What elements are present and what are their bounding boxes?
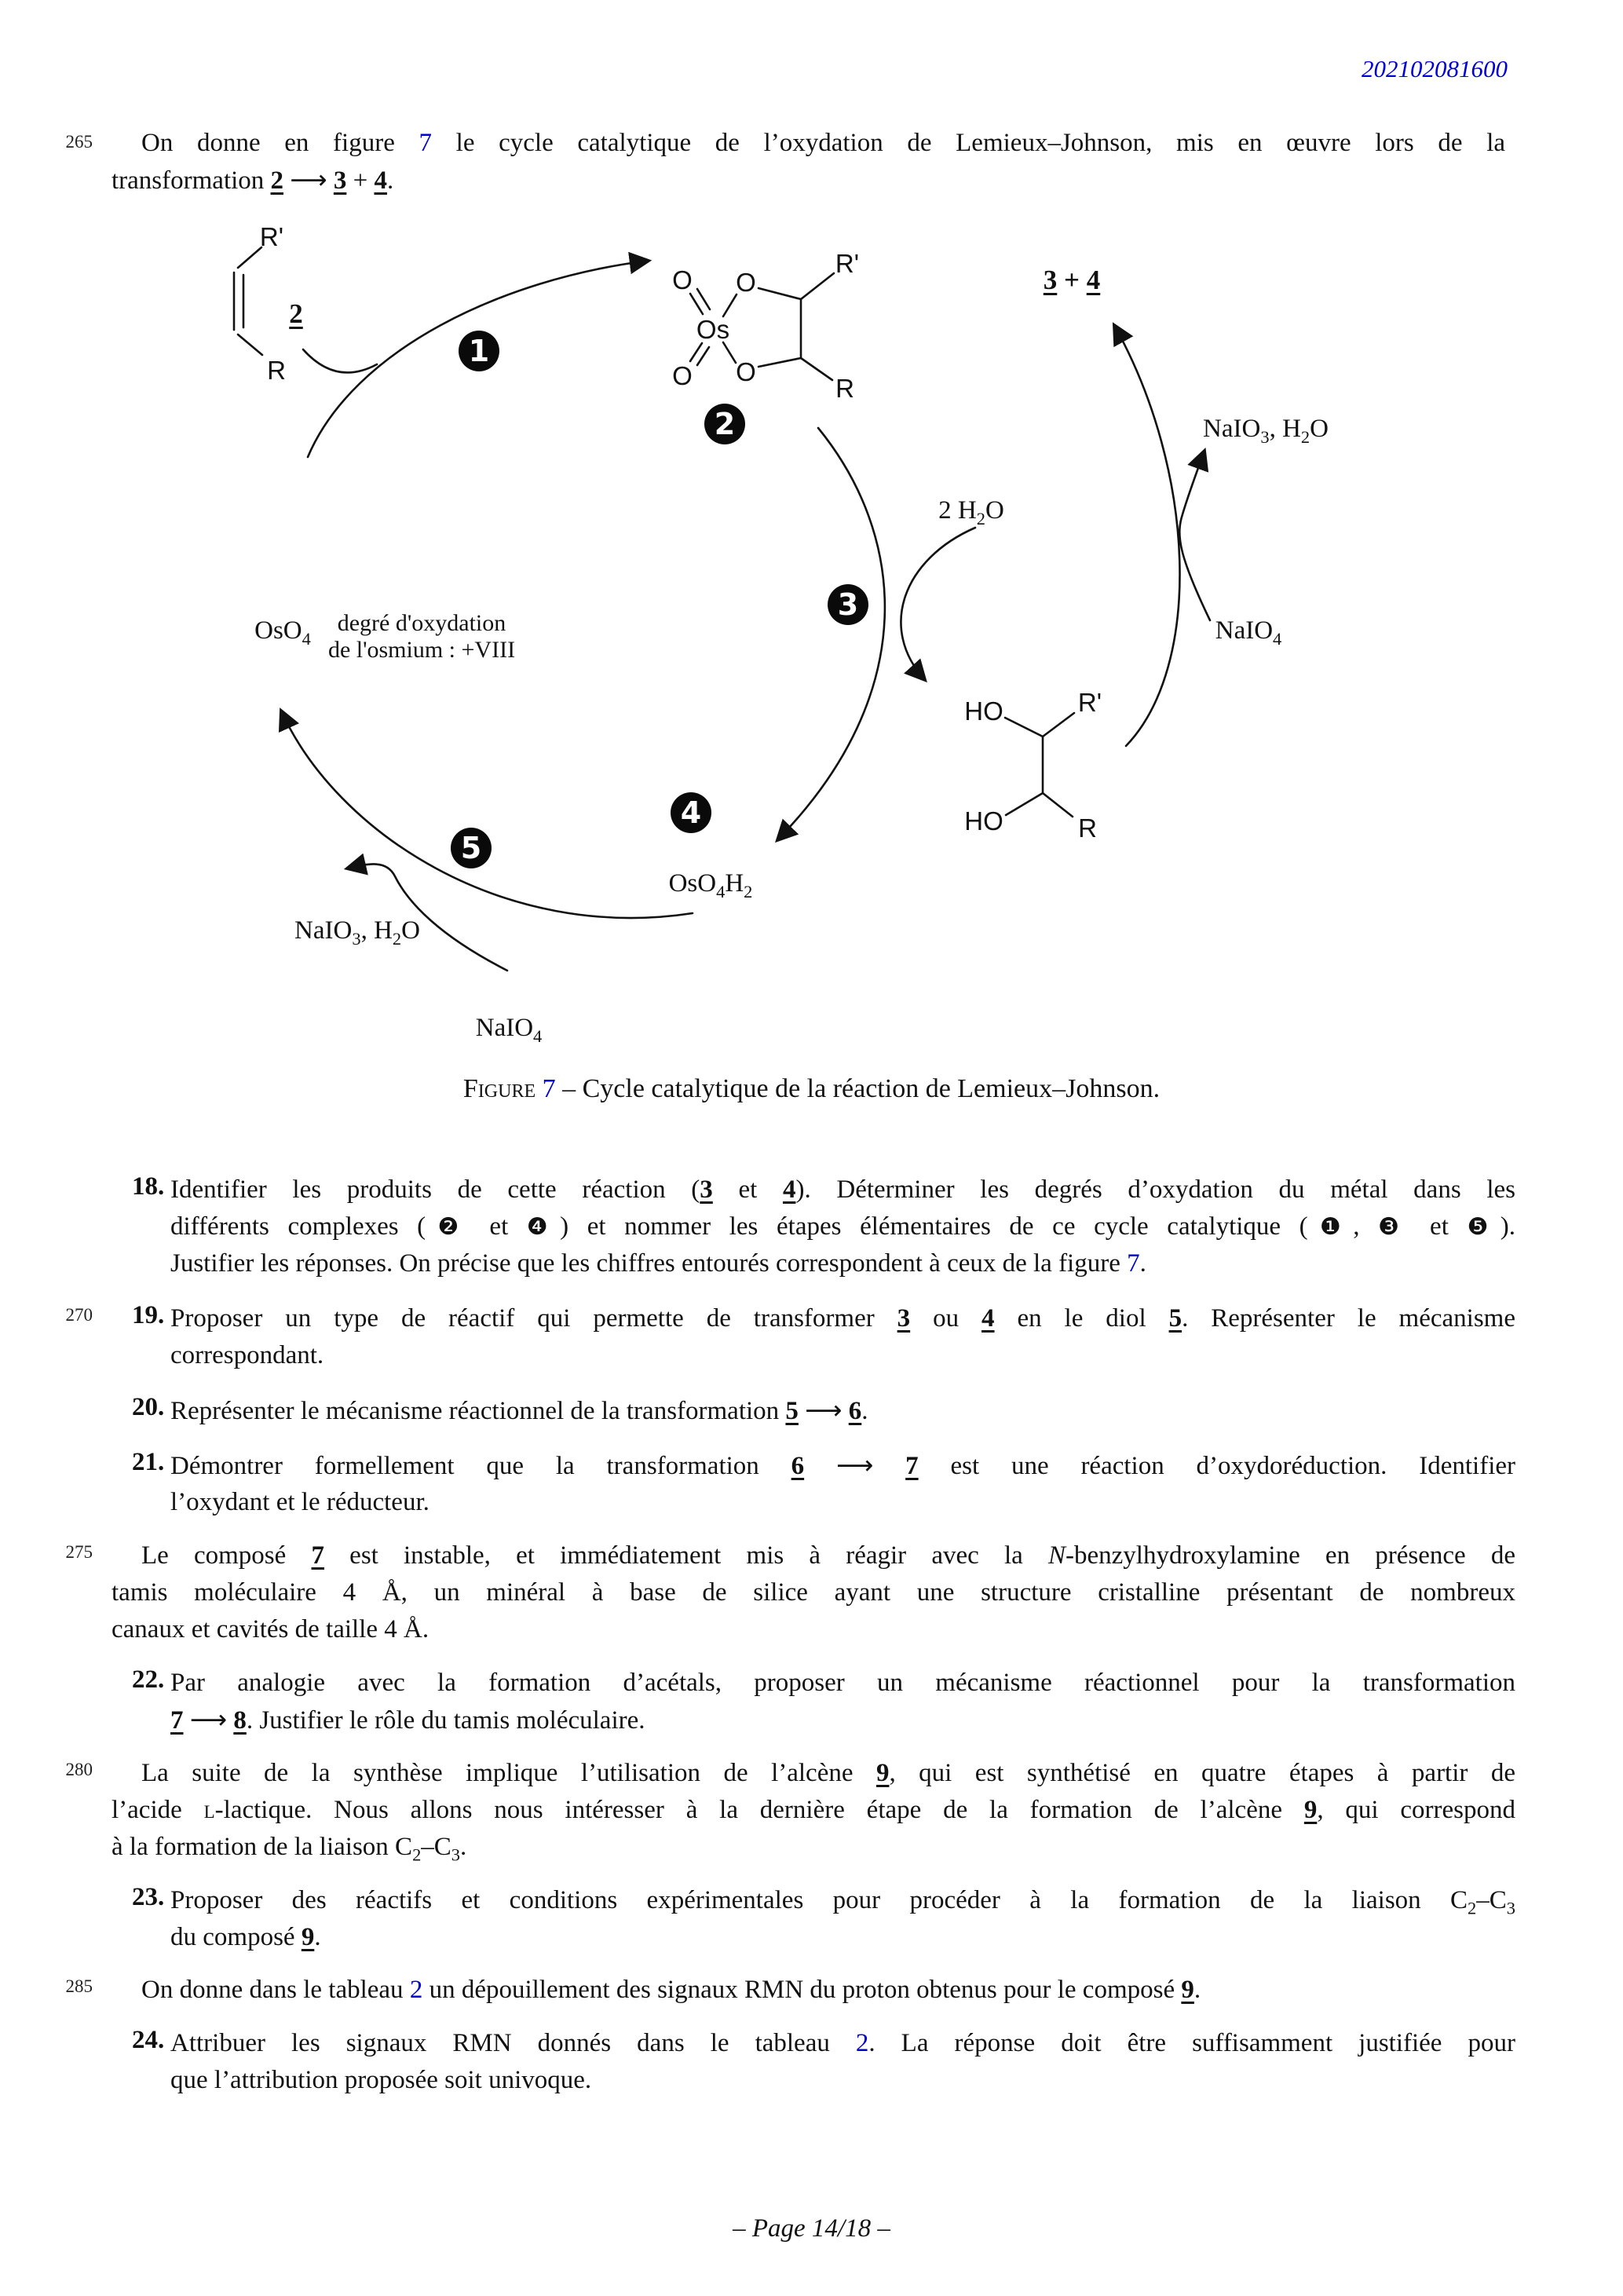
bond [1043, 793, 1073, 817]
text-run: différents complexes ( [170, 1212, 426, 1241]
atom-label: O [672, 361, 693, 390]
text-run: 4 [981, 1304, 995, 1333]
bond [1006, 793, 1043, 815]
text-line [111, 1830, 466, 1873]
text-run: Attribuer les signaux RMN donnés dans le tableau [170, 2029, 856, 2057]
text-line [170, 2026, 1515, 2060]
text-line [170, 1448, 1515, 1483]
step2-number: 2 [714, 407, 736, 441]
atom-label: R' [259, 222, 284, 251]
products-3-4-label: 3 + 4 [1043, 265, 1101, 295]
naio3-h2o-label-bottom: NaIO$_3$, $H_2O$ [294, 916, 420, 949]
text-run: ❷ [426, 1213, 471, 1241]
text-run: 9 [301, 1923, 315, 1951]
text-run: Justifier les réponses. On précise que les chiffres entourés correspondent à ceux de la figure [170, 1249, 1128, 1278]
text-line [111, 1793, 1515, 1827]
question-number: 21. [132, 1448, 165, 1476]
text-run: du composé [170, 1923, 302, 1951]
text-run: 3 [1506, 1898, 1515, 1918]
figure-7-catalytic-cycle [0, 204, 1623, 1084]
text-line [170, 1246, 1146, 1281]
naio3-h2o-label-right: NaIO$_3$, $H_2O$ [1203, 415, 1329, 447]
catalytic-cycle-drawing [0, 204, 1623, 1084]
text-run: Par analogie avec la formation d’acétals, proposer un mécanisme réactionnel pour la transformation [170, 1669, 1515, 1697]
text-run: , qui est synthétisé en quatre étapes à partir de [889, 1759, 1515, 1787]
text-run: 3 [451, 1844, 461, 1865]
arrow-naio4-in-right [1179, 451, 1210, 620]
question-number: 19. [132, 1301, 165, 1329]
text-run: Figure [462, 1074, 536, 1103]
text-line [111, 1575, 1515, 1610]
text-run: 2 [855, 2029, 869, 2057]
text-run: en le diol [994, 1304, 1169, 1333]
text-line [111, 163, 393, 198]
text-run: 9 [875, 1759, 890, 1787]
text-run: . La réponse doit être suffisamment justifiée pour [868, 2029, 1515, 2057]
text-run: , [1353, 1212, 1379, 1241]
question-number: 24. [132, 2026, 165, 2054]
text-run: ⟶ [835, 1450, 874, 1480]
text-run: tamis moléculaire 4 Å, un minéral à base de silice ayant une structure cristalline présentant de nombreux [111, 1578, 1515, 1607]
text-run: à la formation de la liaison C [111, 1833, 413, 1861]
question-number: 18. [132, 1172, 165, 1201]
bond [697, 347, 709, 365]
naio4-label-right: NaIO$_4$ [1215, 616, 1282, 649]
text-run: 4 [782, 1175, 796, 1204]
bond [723, 294, 737, 316]
bond [1005, 718, 1043, 737]
text-run: 6 [848, 1397, 862, 1425]
oso4h2-label: $OsO_4H_2$ [668, 869, 753, 901]
text-run: 2 [270, 166, 284, 195]
text-line [170, 1883, 1515, 1926]
text-line [141, 1538, 1515, 1573]
text-run: . [460, 1833, 467, 1861]
text-run: un dépouillement des signaux RMN du proton obtenus pour le composé [422, 1976, 1182, 2004]
text-run: l’acide [111, 1796, 204, 1824]
atom-label: R' [835, 249, 860, 278]
arrow-entry-alkene [303, 349, 377, 372]
text-run: Proposer des réactifs et conditions expérimentales pour procéder à la formation de la liaison C [170, 1886, 1468, 1914]
text-run: ❺ [1467, 1213, 1501, 1241]
text-run: 3 [700, 1175, 713, 1204]
atom-label: R' [1077, 688, 1102, 717]
text-run: et [470, 1212, 527, 1241]
text-run [842, 1397, 848, 1425]
bond [1043, 713, 1074, 737]
text-run: ❹ [526, 1213, 561, 1241]
bond [801, 273, 834, 299]
atom-label: R [1078, 813, 1097, 843]
margin-line-number: 275 [65, 1542, 93, 1562]
atom-label: HO [964, 696, 1003, 726]
text-run: . [861, 1397, 868, 1425]
text-run: l [203, 1796, 215, 1824]
text-run [873, 1452, 905, 1480]
text-run: ) et nommer les étapes élémentaires de ce cycle catalytique ( [560, 1212, 1308, 1241]
text-run: 8 [233, 1706, 247, 1735]
bonds-and-arrows [234, 247, 1210, 971]
arrow-step3 [777, 428, 885, 840]
text-run: ❸ [1378, 1213, 1412, 1241]
atom-label: R [267, 356, 286, 385]
text-run: transformation [111, 166, 271, 195]
text-run [327, 166, 334, 195]
text-run: . [314, 1923, 321, 1951]
text-run: 3 [333, 166, 347, 195]
text-run: est instable, et immédiatement mis à réagir avec la [324, 1541, 1048, 1570]
text-run: Identifier les produits de cette réaction ( [170, 1175, 700, 1204]
text-run: que l’attribution proposée soit univoque. [170, 2066, 592, 2094]
text-run: canaux et cavités de taille 4 Å. [111, 1615, 430, 1643]
text-run: 7 [536, 1074, 556, 1103]
atom-label: HO [964, 806, 1003, 835]
text-run: ⟶ [189, 1704, 228, 1735]
text-run: –C [421, 1833, 451, 1861]
text-line [170, 1393, 868, 1428]
text-run: 9 [1303, 1796, 1318, 1824]
text-run: ). [1500, 1212, 1515, 1241]
text-line [141, 126, 1505, 160]
question-number: 22. [132, 1665, 165, 1694]
text-line [170, 2063, 591, 2097]
bond [758, 358, 801, 367]
text-line [170, 1485, 430, 1519]
margin-line-number: 285 [65, 1976, 93, 1996]
text-run: 5 [785, 1397, 799, 1425]
text-run: et [712, 1175, 783, 1204]
oxidation-state-note: degré d'oxydation de l'osmium : +VIII [327, 610, 516, 663]
text-run: Le composé [141, 1541, 312, 1570]
atom-label: O [736, 357, 756, 386]
atom-label: Os [696, 315, 730, 344]
atom-label: O [736, 268, 756, 297]
text-run: 7 [905, 1452, 919, 1480]
text-run: + [346, 166, 375, 195]
bond [758, 288, 801, 299]
text-line [111, 1612, 429, 1647]
step1-number: 1 [468, 334, 490, 368]
text-run: On donne dans le tableau [141, 1976, 410, 2004]
text-run: 2 [412, 1844, 422, 1865]
margin-line-number: 280 [65, 1760, 93, 1779]
text-run: -benzylhydroxylamine en présence de [1066, 1541, 1516, 1570]
page-number: – Page 14/18 – [733, 2214, 890, 2243]
text-run: . [386, 166, 394, 195]
text-run: N [1047, 1541, 1066, 1570]
text-run: ). Déterminer les degrés d’oxydation du métal dans les [795, 1175, 1515, 1204]
text-run: . [1139, 1249, 1146, 1278]
step5-number: 5 [460, 831, 482, 865]
water-label: 2 $H_2O$ [938, 496, 1004, 528]
text-run: ⟶ [805, 1395, 843, 1425]
text-run [799, 1397, 805, 1425]
text-line [170, 1338, 324, 1373]
bond [801, 358, 832, 380]
text-run: Représenter le mécanisme réactionnel de la transformation [170, 1397, 786, 1425]
text-run: . [1193, 1976, 1201, 2004]
text-run: et [1411, 1212, 1468, 1241]
arrow-step5 [281, 711, 693, 918]
text-run: –C [1476, 1886, 1507, 1914]
text-run: est une réaction d’oxydoréduction. Identifier [918, 1452, 1516, 1480]
bond [723, 342, 736, 363]
text-run: 4 [374, 166, 387, 195]
oso4-label: OsO$_4$ [254, 616, 311, 649]
text-line [141, 1972, 1201, 2007]
text-line [170, 1301, 1515, 1336]
text-run [804, 1452, 836, 1480]
step3-number: 3 [837, 587, 859, 622]
text-run: l’oxydant et le réducteur. [170, 1488, 430, 1516]
atom-label: O [672, 265, 693, 294]
bond [690, 343, 702, 361]
step-badges [451, 331, 868, 868]
text-run: 3 [897, 1304, 911, 1333]
margin-line-number: 270 [65, 1305, 93, 1325]
text-run: 7 [1127, 1249, 1140, 1278]
text-run: La suite de la synthèse implique l’utilisation de l’alcène [141, 1759, 876, 1787]
text-run: – Cycle catalytique de la réaction de Lemieux–Johnson. [555, 1074, 1161, 1103]
document-id: 202102081600 [1362, 55, 1508, 82]
text-run: 9 [1181, 1976, 1194, 2004]
text-line [170, 1209, 1515, 1245]
text-run: . Justifier le rôle du tamis moléculaire. [246, 1706, 645, 1735]
bond [238, 247, 261, 268]
text-run: 7 [311, 1541, 324, 1570]
text-run: 2 [1468, 1898, 1477, 1918]
question-number: 20. [132, 1393, 165, 1421]
arrow-diol-to-products [1114, 325, 1180, 746]
text-line [170, 1172, 1515, 1207]
text-run [184, 1706, 190, 1735]
text-line [170, 1920, 321, 1954]
figure-caption [0, 1074, 1623, 1104]
text-run: On donne en figure [141, 129, 419, 157]
text-run: 7 [419, 129, 433, 157]
text-run: ou [910, 1304, 982, 1333]
question-number: 23. [132, 1883, 165, 1911]
text-run: , qui correspond [1317, 1796, 1515, 1824]
text-run: . Représenter le mécanisme [1182, 1304, 1515, 1333]
text-line [141, 1756, 1515, 1790]
compound-2-label: 2 [289, 298, 303, 329]
text-run: le cycle catalytique de l’oxydation de Lemieux–Johnson, mis en œuvre lors de la [432, 129, 1506, 157]
step4-number: 4 [680, 795, 702, 830]
bond [238, 335, 262, 355]
text-line [170, 1665, 1515, 1700]
text-run: ❶ [1307, 1213, 1354, 1241]
atom-label: R [835, 374, 854, 403]
text-run: 7 [170, 1706, 184, 1735]
text-run: 2 [409, 1976, 423, 2004]
text-run: 6 [791, 1452, 805, 1480]
text-line [170, 1702, 645, 1738]
text-run: -lactique. Nous allons nous intéresser à la dernière étape de la formation de l’alcène [214, 1796, 1304, 1824]
arrow-water-in-diol-out [901, 528, 975, 680]
text-run: correspondant. [170, 1341, 324, 1369]
text-run: Proposer un type de réactif qui permette de transformer [170, 1304, 897, 1333]
text-run: 5 [1168, 1304, 1183, 1333]
text-run: ⟶ [290, 164, 327, 195]
naio4-label-bottom: NaIO$_4$ [475, 1014, 543, 1046]
margin-line-number: 265 [65, 132, 93, 152]
text-run: Démontrer formellement que la transformation [170, 1452, 791, 1480]
